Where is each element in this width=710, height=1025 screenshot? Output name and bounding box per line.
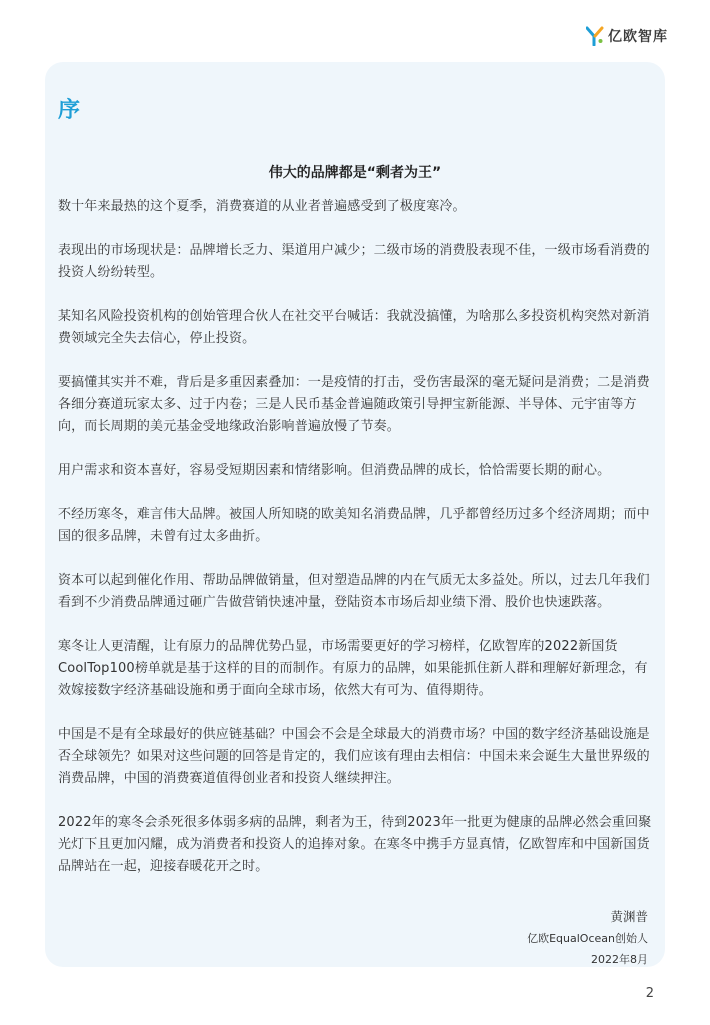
paragraph-4: 要搞懂其实并不难，背后是多重因素叠加：一是疫情的打击，受伤害最深的毫无疑问是消费；二是消费各细分赛道玩家太多、过于内卷；三是人民币基金普遍随政策引导押宝新能源、半导体、元宇宙等方向，而长周期的美元基金受地缘政治影响普遍放慢了节奏。 [58,375,650,434]
logo-text: 亿欧智库 [608,29,668,45]
paragraph-2: 表现出的市场现状是：品牌增长乏力、渠道用户减少；二级市场的消费股表现不佳，一级市场看消费的投资人纷纷转型。 [58,243,650,280]
yiou-logo-icon [586,26,604,46]
article-heading: 伟大的品牌都是“剩者为王” [268,165,442,181]
paragraph-3: 某知名风险投资机构的创始管理合伙人在社交平台喊话：我就没搞懂，为啥那么多投资机构突然对新消费领域完全失去信心，停止投资。 [58,309,650,346]
signature-name: 黄渊普 [610,909,648,924]
paragraph-5: 用户需求和资本喜好，容易受短期因素和情绪影响。但消费品牌的成长，恰恰需要长期的耐心。 [58,463,611,478]
page-number: 2 [645,986,654,1001]
paragraph-1: 数十年来最热的这个夏季，消费赛道的从业者普遍感受到了极度寒冷。 [58,199,466,214]
paragraph-7: 资本可以起到催化作用、帮助品牌做销量，但对塑造品牌的内在气质无太多益处。所以，过去几年我们看到不少消费品牌通过砸广告做营销快速冲量，登陆资本市场后却业绩下滑、股价也快速跌落。 [58,573,650,610]
paragraph-6: 不经历寒冬，难言伟大品牌。被国人所知晓的欧美知名消费品牌，几乎都曾经历过多个经济周期；而中国的很多品牌，未曾有过太多曲折。 [58,507,650,544]
brand-logo [586,26,668,46]
paragraph-8: 寒冬让人更清醒，让有原力的品牌优势凸显，市场需要更好的学习榜样，亿欧智库的2022新国货CoolTop100榜单就是基于这样的目的而制作。有原力的品牌，如果能抓住新人群和理解好新理念，有效嫁接数字经济基础设施和勇于面向全球市场，依然大有可为、值得期待。 [58,639,648,698]
signature-date: 2022年8月 [591,953,648,966]
signature-title: 亿欧EqualOcean创始人 [527,932,648,945]
paragraph-10: 2022年的寒冬会杀死很多体弱多病的品牌，剩者为王，待到2023年一批更为健康的品牌必然会重回聚光灯下且更加闪耀，成为消费者和投资人的追捧对象。在寒冬中携手方显真情，亿欧智库和中国新国货品牌站在一起，迎接春暖花开之时。 [58,815,652,874]
paragraph-9: 中国是不是有全球最好的供应链基础？中国会不会是全球最大的消费市场？中国的数字经济基础设施是否全球领先？如果对这些问题的回答是肯定的，我们应该有理由去相信：中国未来会诞生大量世界级的消费品牌，中国的消费赛道值得创业者和投资人继续押注。 [58,727,650,786]
section-title: 序 [58,98,81,123]
